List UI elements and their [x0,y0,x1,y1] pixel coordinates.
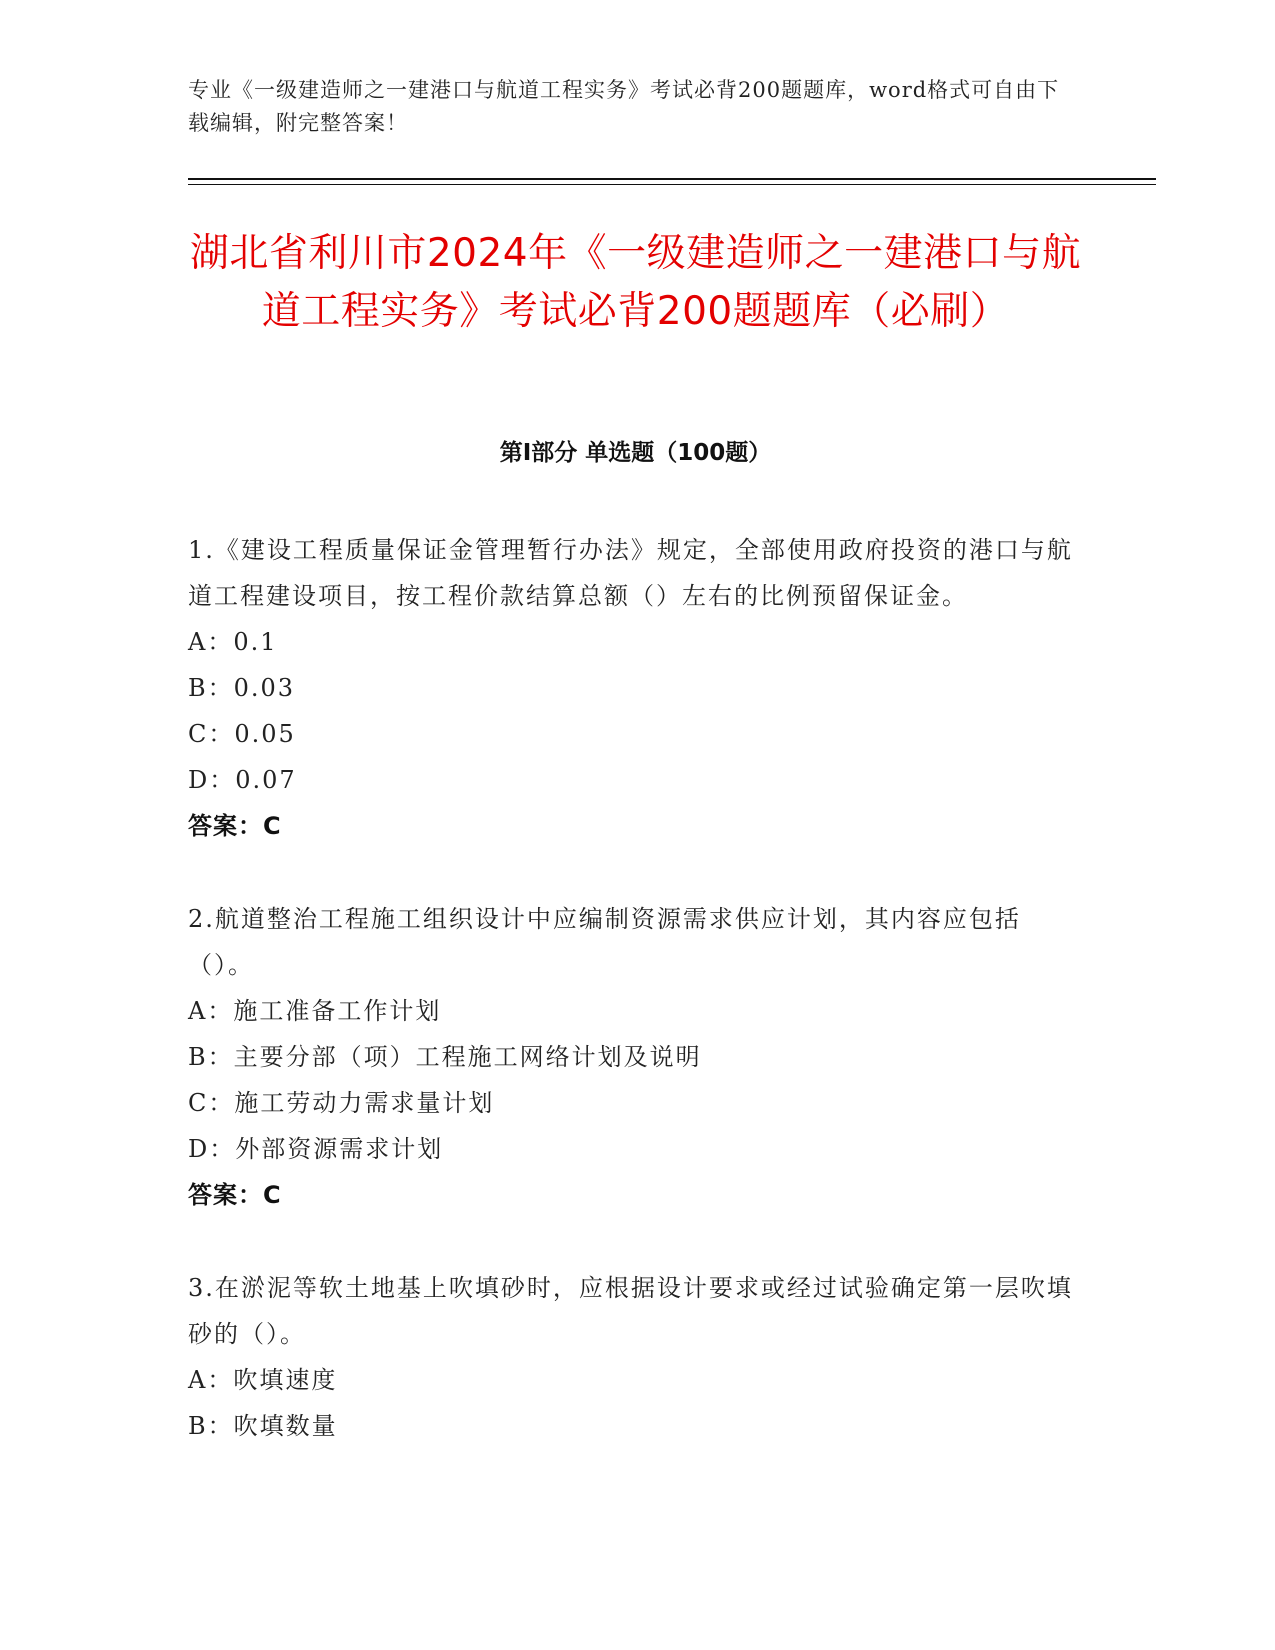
option-d: D：外部资源需求计划 [188,1135,444,1163]
option-b: B：0.03 [188,674,296,702]
answer: 答案：C [188,812,282,840]
option-a: A：吹填速度 [188,1366,338,1394]
question-1 [188,527,1078,849]
header-rule-thick [188,178,1156,180]
intro-text: 专业《一级建造师之一建港口与航道工程实务》考试必背200题题库，word格式可自由下载编辑，附完整答案！ [188,78,1060,135]
part-heading: 第I部分 单选题（100题） [499,440,772,466]
option-c: C：施工劳动力需求量计划 [188,1089,495,1117]
question-stem: 3.在淤泥等软土地基上吹填砂时，应根据设计要求或经过试验确定第一层吹填砂的（）。 [188,1274,1073,1348]
option-c: C：0.05 [188,720,296,748]
question-2 [188,896,1078,1218]
option-b: B：主要分部（项）工程施工网络计划及说明 [188,1043,702,1071]
option-b: B：吹填数量 [188,1412,338,1440]
question-list [188,527,1078,1496]
question-3 [188,1265,1078,1449]
question-stem: 1.《建设工程质量保证金管理暂行办法》规定，全部使用政府投资的港口与航道工程建设项目，按工程价款结算总额（）左右的比例预留保证金。 [188,536,1073,610]
document-title: 湖北省利川市2024年《一级建造师之一建港口与航道工程实务》考试必背200题题库（必刷） [189,231,1082,334]
answer: 答案：C [188,1181,282,1209]
question-stem: 2.航道整治工程施工组织设计中应编制资源需求供应计划，其内容应包括（）。 [188,905,1021,979]
header-rule-thin [188,184,1156,185]
option-d: D：0.07 [188,766,297,794]
option-a: A：0.1 [188,628,278,656]
option-a: A：施工准备工作计划 [188,997,442,1025]
